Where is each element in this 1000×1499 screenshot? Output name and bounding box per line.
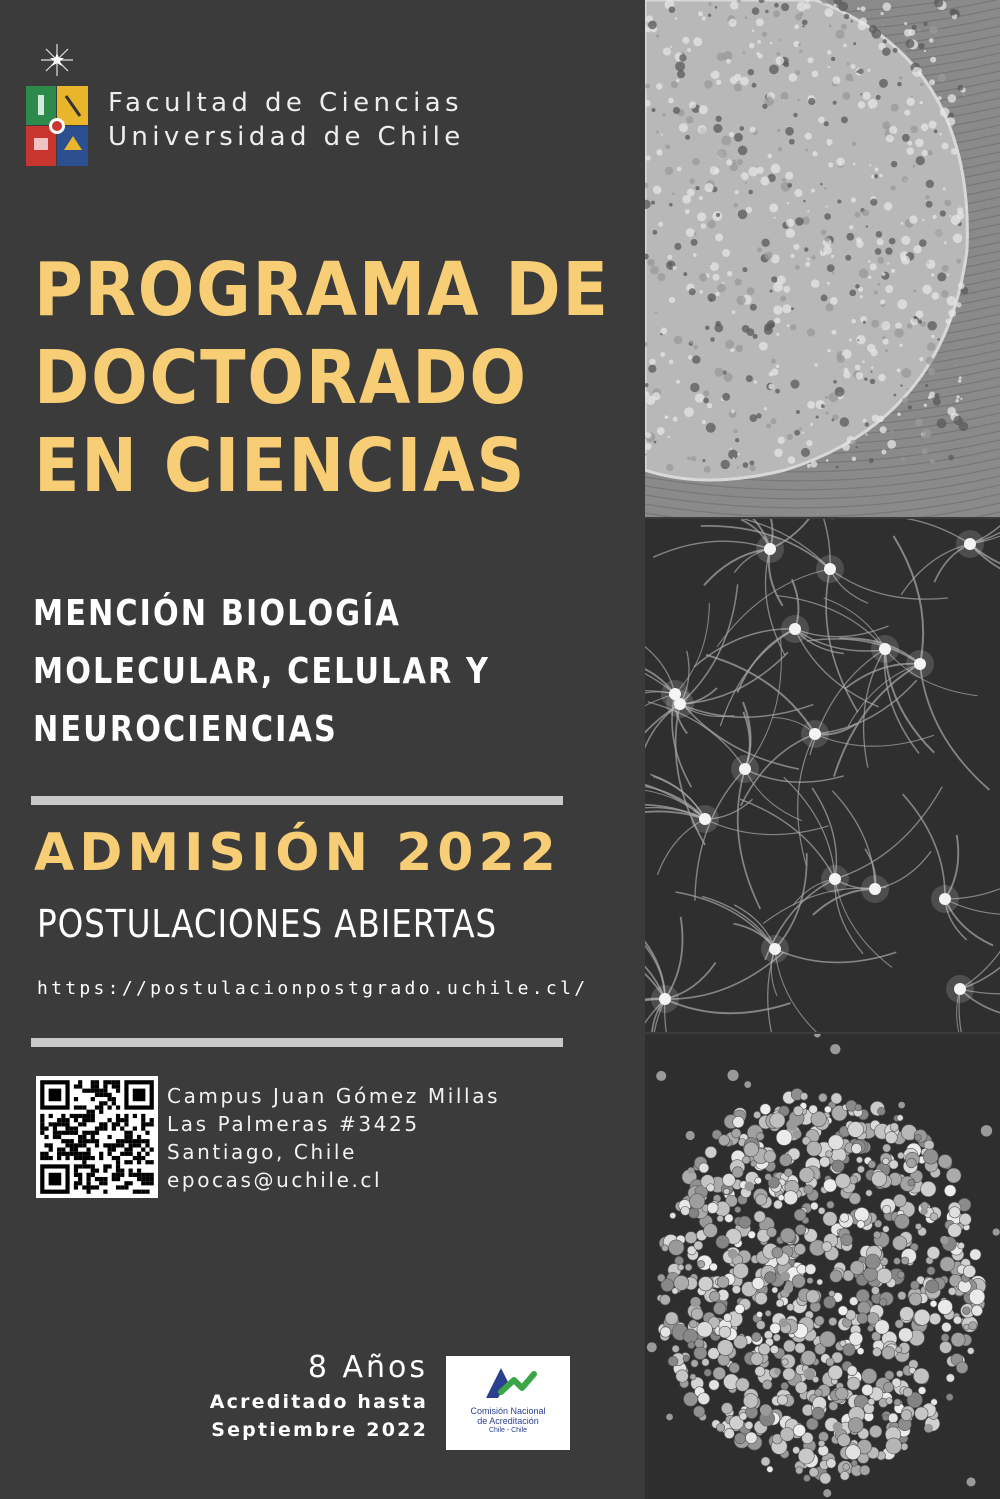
faculty-line-1: Facultad de Ciencias [108,88,464,118]
program-specialization [33,585,490,759]
divider-top [31,796,563,805]
application-url-link[interactable]: https://postulacionpostgrado.uchile.cl/ [37,978,589,999]
faculty-line-2: Universidad de Chile [108,122,465,152]
contact-address: Las Palmeras #3425 [167,1112,420,1136]
qr-code-icon[interactable] [36,1076,158,1198]
cna-agency-text [450,1406,566,1436]
cna-accreditation-badge [446,1356,570,1450]
cna-logo-icon [446,1356,570,1406]
program-title [34,246,610,510]
universidad-de-chile-logo-icon [22,40,92,170]
admission-heading: ADMISIÓN 2022 [34,823,561,883]
cna-agency-country: Chile - Chile [488,1427,528,1434]
contact-email-link[interactable]: epocas@uchile.cl [167,1168,383,1192]
program-title-line-2: DOCTORADO [34,335,528,421]
contact-campus: Campus Juan Gómez Millas [167,1084,501,1108]
specialization-line-3: NEUROCIENCIAS [33,709,338,750]
cell-nucleus-image [645,0,1000,517]
program-title-line-3: EN CIENCIAS [34,423,527,509]
contact-info [167,1082,500,1194]
accreditation-line-2: Septiembre 2022 [211,1419,428,1441]
molecular-structure-image [645,1034,1000,1499]
divider-bottom [31,1038,563,1047]
accreditation-info [210,1348,428,1444]
specialization-line-1: MENCIÓN BIOLOGÍA [33,593,402,634]
specialization-line-2: MOLECULAR, CELULAR Y [33,651,490,692]
cna-agency-line-2: de Acreditación [477,1416,539,1426]
cna-agency-line-1: Comisión Nacional [470,1406,546,1416]
program-title-line-1: PROGRAMA DE [34,247,610,333]
accreditation-line-1: Acreditado hasta [209,1391,428,1413]
faculty-name [108,86,465,154]
contact-city: Santiago, Chile [167,1140,357,1164]
accreditation-years: 8 Años [307,1350,428,1385]
neurons-image [645,519,1000,1032]
applications-open-text: POSTULACIONES ABIERTAS [37,902,498,946]
